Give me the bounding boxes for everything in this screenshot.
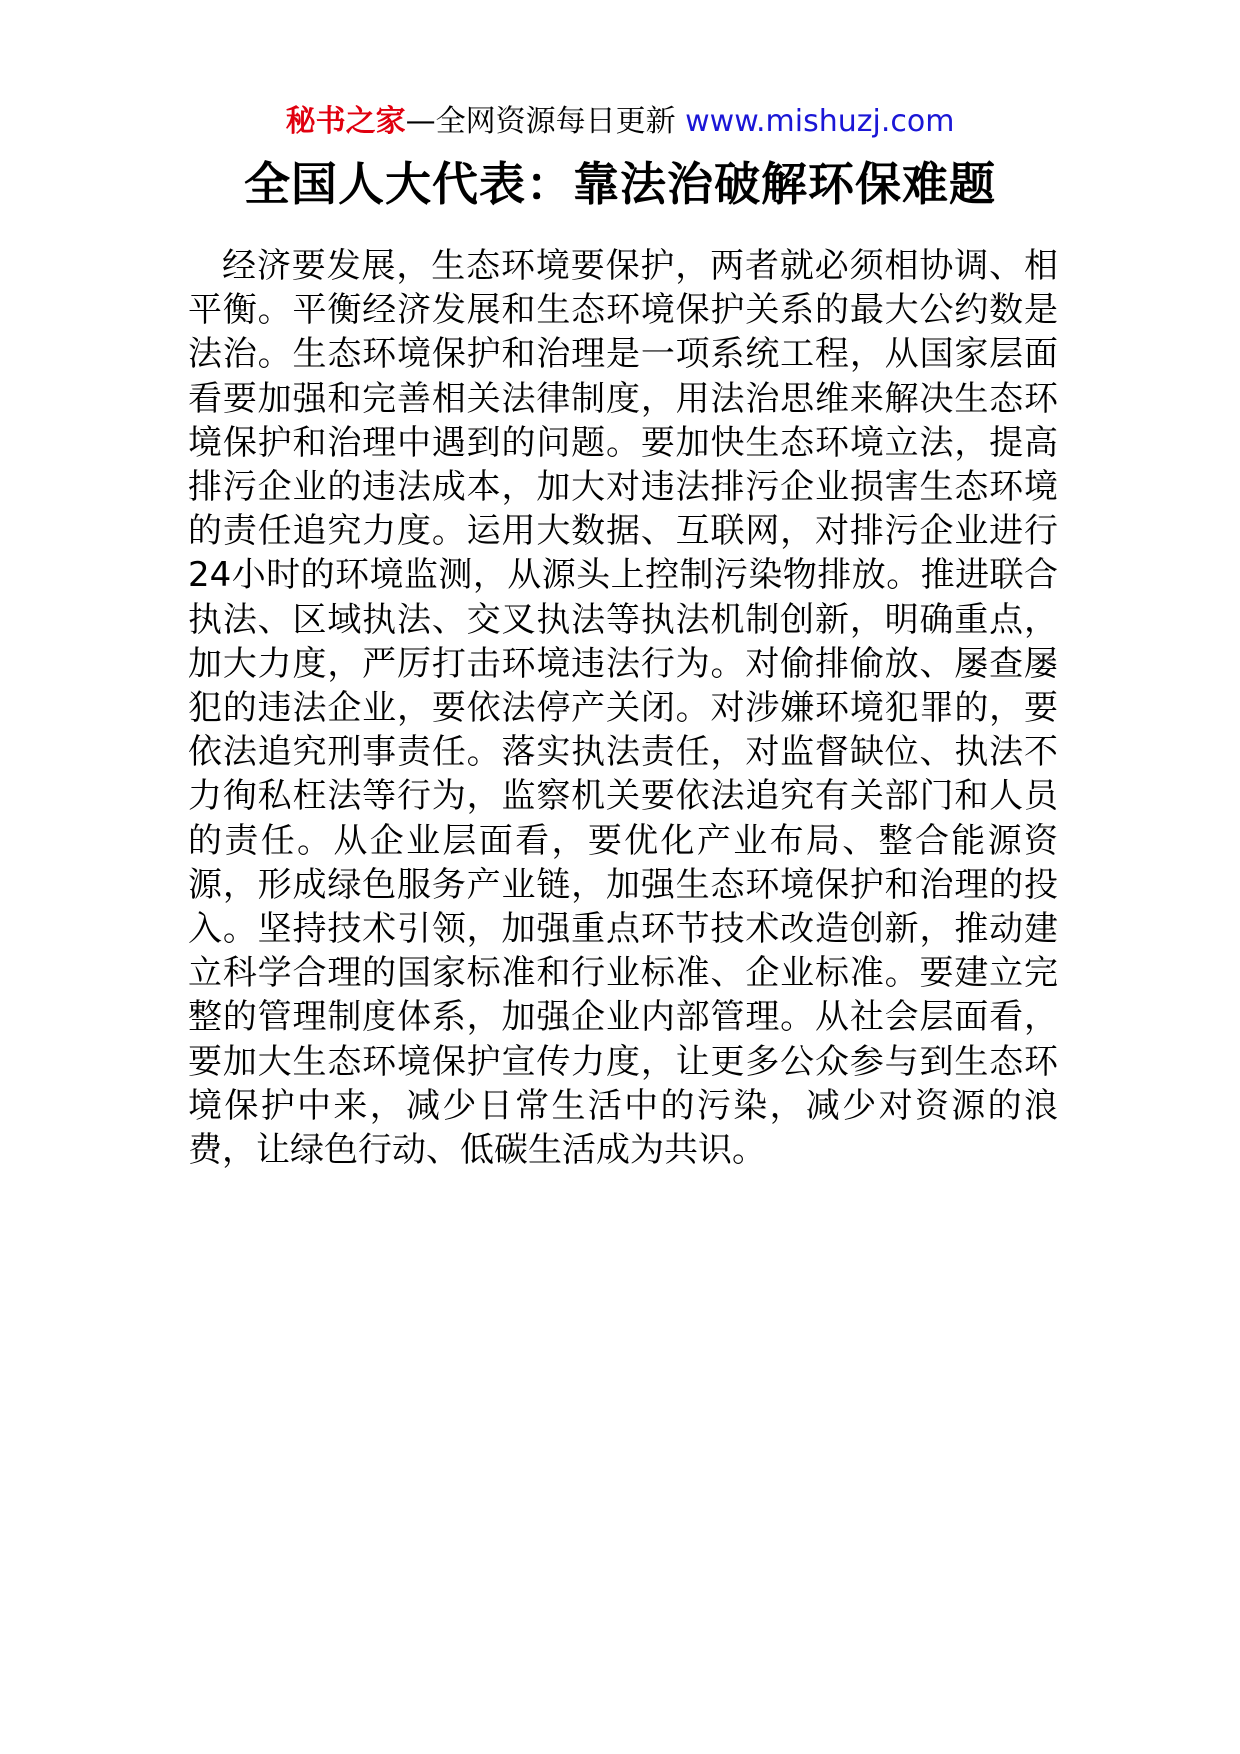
- document-title: 全国人大代表：靠法治破解环保难题: [244, 157, 996, 211]
- site-url-link[interactable]: www.mishuzj.com: [685, 104, 955, 139]
- brand-name: 秘书之家: [285, 104, 406, 139]
- header-tagline: —全网资源每日更新: [405, 104, 676, 139]
- body-paragraph: 经济要发展，生态环境要保护，两者就必须相协调、相平衡。平衡经济发展和生态环境保护关系的最大公约数是法治。生态环境保护和治理是一项系统工程，从国家层面看要加强和完善相关法律制度，用法治思维来解决生态环境保护和治理中遇到的问题。要加快生态环境立法，提高排污企业的违法成本，加大对违法排污企业损害生态环境的责任追究力度。运用大数据、互联网，对排污企业进行 24小时的环境监测，从源头上控制污染物排放。推进联合执法、区域执法、交叉执法等执法机制创新，明确重点，加大力度，严厉打击环境违法行为。对偷排偷放、屡查屡犯的违法企业，要依法停产关闭。对涉嫌环境犯罪的，要依法追究刑事责任。落实执法责任，对监督缺位、执法不力徇私枉法等行为，监察机关要依法追究有关部门和人员的责任。从企业层面看，要优化产业布局、整合能源资源，形成绿色服务产业链，加强生态环境保护和治理的投入。坚持技术引领，加强重点环节技术改造创新，推动建立科学合理的国家标准和行业标准、企业标准。要建立完整的管理制度体系，加强企业内部管理。从社会层面看，要加大生态环境保护宣传力度，让更多公众参与到生态环境保护中来，减少日常生活中的污染，减少对资源的浪费，让绿色行动、低碳生活成为共识。: [188, 246, 1058, 1171]
- site-header: [0, 100, 1240, 144]
